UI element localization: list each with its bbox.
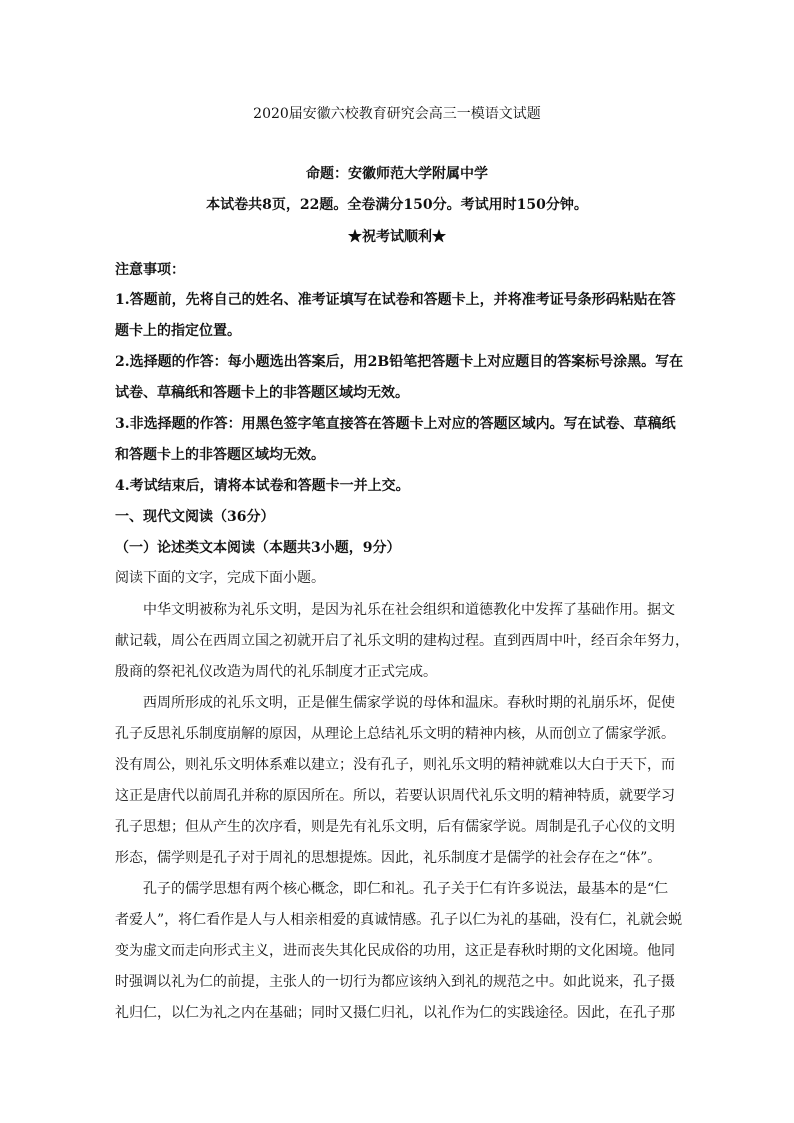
section-heading: 一、现代文阅读（36分） (115, 509, 275, 525)
passage-line: 礼归仁，以仁为礼之内在基础；同时又摄仁归礼，以礼作为仁的实践途径。因此，在孔子那 (115, 1005, 675, 1021)
notes-line: 4.考试结束后，请将本试卷和答题卡一并上交。 (115, 478, 410, 494)
passage-line: 孔子思想；但从产生的次序看，则是先有礼乐文明，后有儒家学说。周制是孔子心仪的文明 (115, 819, 675, 835)
passage-line: 孔子反思礼乐制度崩解的原因，从理论上总结礼乐文明的精神内核，从而创立了儒家学派。 (115, 726, 675, 742)
notes-line: 2.选择题的作答：每小题选出答案后，用2B铅笔把答题卡上对应题目的答案标号涂黑。写在 (115, 354, 684, 370)
reading-instruction: 阅读下面的文字，完成下面小题。 (115, 570, 325, 586)
question-setter: 命题：安徽师范大学附属中学 (306, 166, 488, 182)
passage-line: 时强调以礼为仁的前提，主张人的一切行为都应该纳入到礼的规范之中。如此说来，孔子摄 (115, 974, 675, 990)
passage-line: 这正是唐代以前周孔并称的原因所在。所以，若要认识周代礼乐文明的精神特质，就要学习 (115, 788, 675, 804)
passage-line: 殷商的祭祀礼仪改造为周代的礼乐制度才正式完成。 (115, 664, 437, 680)
passage-line: 中华文明被称为礼乐文明，是因为礼乐在社会组织和道德教化中发挥了基础作用。据文 (115, 602, 675, 618)
exam-title: 2020届安徽六校教育研究会高三一模语文试题 (253, 106, 541, 122)
exam-info: 本试卷共8页，22题。全卷满分150分。考试用时150分钟。 (206, 197, 588, 213)
passage-line: 孔子的儒学思想有两个核心概念，即仁和礼。孔子关于仁有许多说法，最基本的是“仁 (115, 881, 669, 897)
subsection-heading: （一）论述类文本阅读（本题共3小题，9分） (115, 540, 401, 556)
passage-line: 变为虚文而走向形式主义，进而丧失其化民成俗的功用，这正是春秋时期的文化困境。他同 (115, 943, 675, 959)
passage-line: 没有周公，则礼乐文明体系难以建立；没有孔子，则礼乐文明的精神就难以大白于天下，而 (115, 757, 675, 773)
passage-line: 形态，儒学则是孔子对于周礼的思想提炼。因此，礼乐制度才是儒学的社会存在之“体”。 (115, 850, 662, 866)
passage-line: 者爱人”，将仁看作是人与人相亲相爱的真诚情感。孔子以仁为礼的基础，没有仁，礼就会蜕 (115, 912, 683, 928)
passage-line: 献记载，周公在西周立国之初就开启了礼乐文明的建构过程。直到西周中叶，经百余年努力， (115, 633, 689, 649)
notes-heading: 注意事项： (115, 262, 185, 278)
passage-line: 西周所形成的礼乐文明，正是催生儒家学说的母体和温床。春秋时期的礼崩乐坏，促使 (115, 695, 675, 711)
notes-line: 题卡上的指定位置。 (115, 323, 241, 339)
notes-line: 1.答题前，先将自己的姓名、准考证填写在试卷和答题卡上，并将准考证号条形码粘贴在答 (115, 292, 676, 308)
notes-line: 试卷、草稿纸和答题卡上的非答题区域均无效。 (115, 385, 409, 401)
notes-line: 3.非选择题的作答：用黑色签字笔直接答在答题卡上对应的答题区域内。写在试卷、草稿纸 (115, 416, 676, 432)
good-luck-wish: ★祝考试顺利★ (348, 229, 446, 245)
notes-line: 和答题卡上的非答题区域均无效。 (115, 447, 325, 463)
